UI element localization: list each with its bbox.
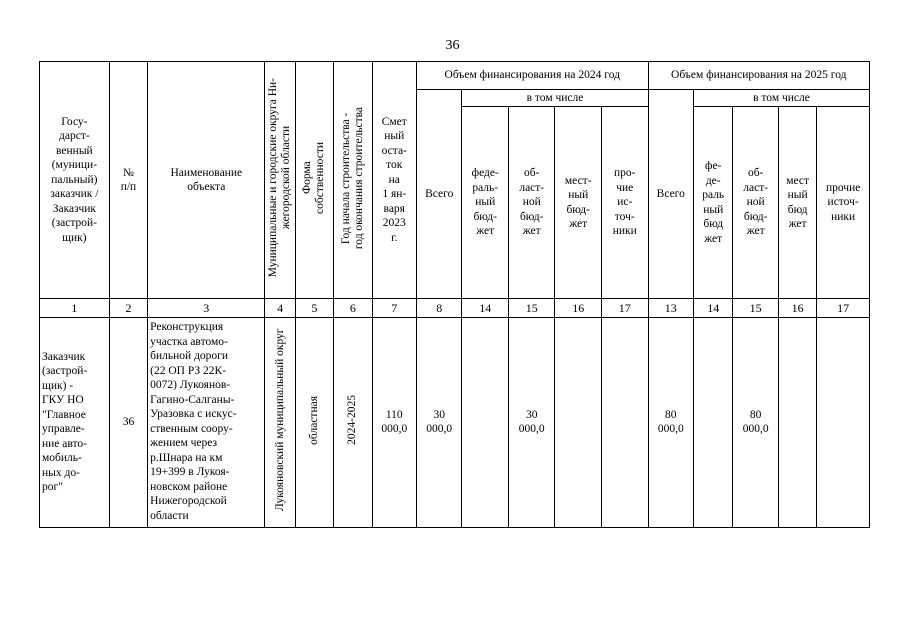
header-ownership-cell xyxy=(295,62,333,299)
header-total-2025: Всего xyxy=(648,90,693,299)
row-estimate: 110 000,0 xyxy=(372,318,416,528)
header-including-2025: в том числе xyxy=(694,90,870,107)
column-number: 3 xyxy=(148,299,265,318)
column-number: 15 xyxy=(733,299,778,318)
column-number: 14 xyxy=(694,299,733,318)
header-federal-2024: федe- раль- ный бюд- жет xyxy=(462,107,509,299)
column-number: 8 xyxy=(417,299,462,318)
column-numbers-row xyxy=(40,299,870,318)
column-number: 2 xyxy=(109,299,147,318)
row-ownership: областная xyxy=(307,395,320,445)
header-including-2024: в том числе xyxy=(462,90,648,107)
row-local-2025 xyxy=(778,318,816,528)
row-number: 36 xyxy=(109,318,147,528)
header-municipality-cell xyxy=(265,62,295,299)
row-ownership-cell xyxy=(295,318,333,528)
financing-table xyxy=(39,61,870,528)
header-municipality: Муниципальные и городские округа Ни- жегородской области xyxy=(267,78,293,278)
page-number: 36 xyxy=(445,38,460,53)
row-federal-2024 xyxy=(462,318,509,528)
row-other-2025 xyxy=(817,318,870,528)
column-number: 7 xyxy=(372,299,416,318)
row-municipality: Лукояновский муниципальный округ xyxy=(273,328,286,512)
header-regional-2025: об- ласт- ной бюд- жет xyxy=(733,107,778,299)
column-number: 17 xyxy=(817,299,870,318)
header-estimate: Смет ный оста- ток на 1 ян- варя 2023 г. xyxy=(372,62,416,299)
header-ownership: Форма собственности xyxy=(301,141,327,214)
row-total-2024: 30 000,0 xyxy=(417,318,462,528)
row-customer: Заказчик (застрой- щик) - ГКУ НО "Главное управле- ние авто- мобиль- ных до- рог" xyxy=(40,318,110,528)
column-number: 1 xyxy=(40,299,110,318)
header-total-2024: Всего xyxy=(417,90,462,299)
column-number: 15 xyxy=(508,299,555,318)
header-regional-2024: об- ласт- ной бюд- жет xyxy=(508,107,555,299)
header-local-2025: мест ный бюд жет xyxy=(778,107,816,299)
header-number: № п/п xyxy=(109,62,147,299)
column-number: 4 xyxy=(265,299,295,318)
column-number: 16 xyxy=(555,299,602,318)
header-other-2024: про- чие ис- точ- ники xyxy=(601,107,648,299)
header-other-2025: прочие источ- ники xyxy=(817,107,870,299)
row-municipality-cell xyxy=(265,318,295,528)
column-number: 13 xyxy=(648,299,693,318)
header-object-name: Наименование объекта xyxy=(148,62,265,299)
row-federal-2025 xyxy=(694,318,733,528)
column-number: 5 xyxy=(295,299,333,318)
header-funding-2025: Объем финансирования на 2025 год xyxy=(648,62,869,90)
row-total-2025: 80 000,0 xyxy=(648,318,693,528)
header-customer: Госу- дарст- венный (муници- пальный) заказчик / Заказчик (застрой- щик) xyxy=(40,62,110,299)
column-number: 17 xyxy=(601,299,648,318)
header-years: Год начала строительства - год окончания строительства xyxy=(339,106,365,249)
row-years-cell xyxy=(334,318,372,528)
row-regional-2024: 30 000,0 xyxy=(508,318,555,528)
row-other-2024 xyxy=(601,318,648,528)
header-local-2024: мест- ный бюд- жет xyxy=(555,107,602,299)
row-local-2024 xyxy=(555,318,602,528)
header-funding-2024: Объем финансирования на 2024 год xyxy=(417,62,649,90)
column-number: 16 xyxy=(778,299,816,318)
row-regional-2025: 80 000,0 xyxy=(733,318,778,528)
column-number: 14 xyxy=(462,299,509,318)
column-number: 6 xyxy=(334,299,372,318)
row-years: 2024-2025 xyxy=(346,395,359,445)
header-years-cell xyxy=(334,62,372,299)
header-federal-2025: фе- де- раль ный бюд жет xyxy=(694,107,733,299)
row-object-name: Реконструкция участка автомо- бильной дороги (22 ОП РЗ 22К- 0072) Лукоянов- Гагино-Салганы- Уразовка с искус- ственным соору- жением через р.Шнара на км 19+399 в Лукоя- новском районе Нижегородской области xyxy=(148,318,265,528)
table-row xyxy=(40,318,870,528)
